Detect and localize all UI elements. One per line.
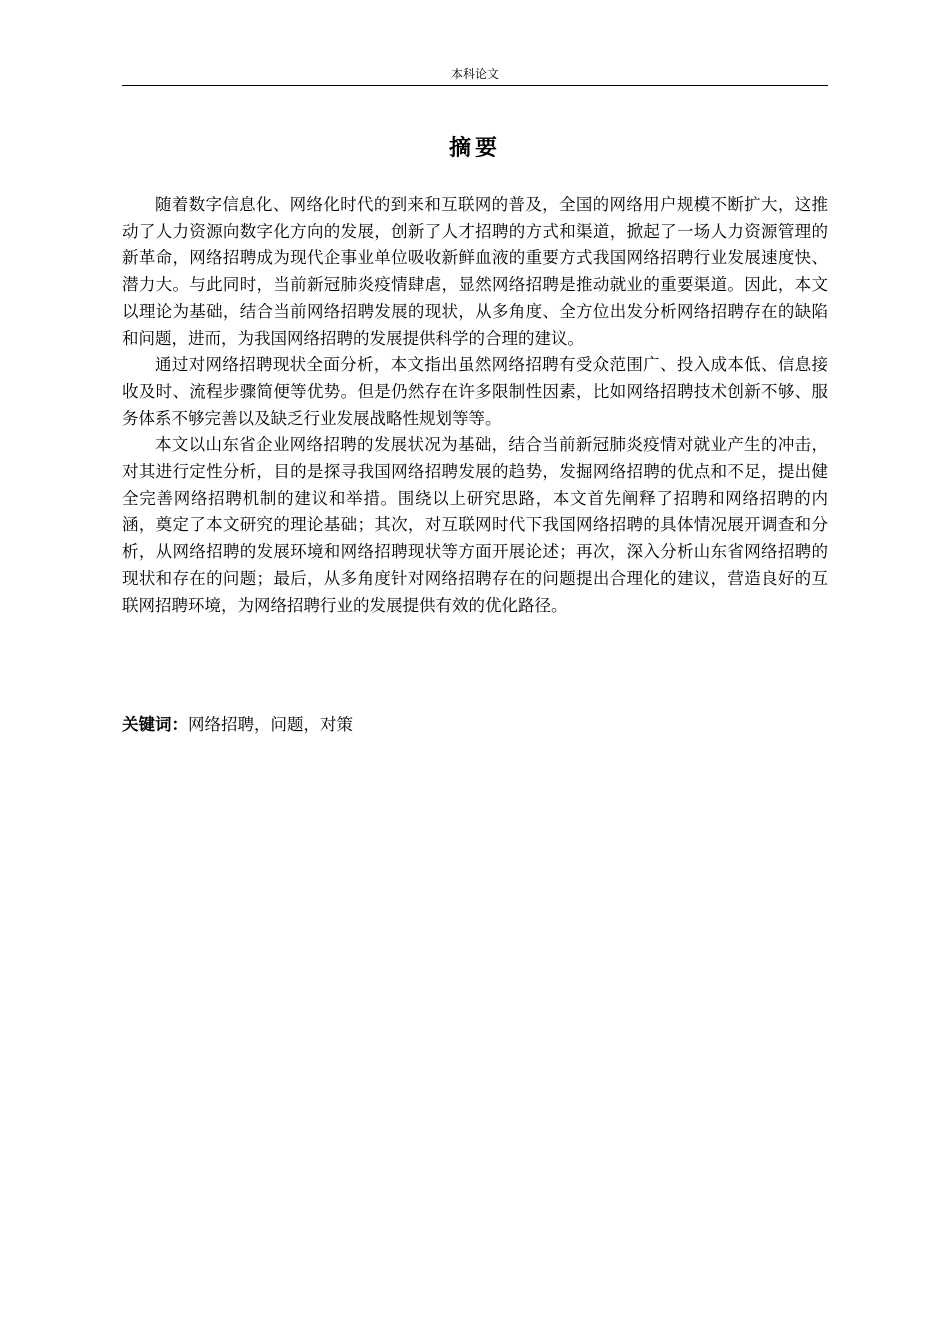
keywords-value: 网络招聘，问题，对策 (188, 715, 353, 734)
keywords-line (122, 712, 828, 738)
abstract-paragraph-3: 本文以山东省企业网络招聘的发展状况为基础，结合当前新冠肺炎疫情对就业产生的冲击，对其进行定性分析，目的是探寻我国网络招聘发展的趋势，发掘网络招聘的优点和不足，提出健全完善网络招聘机制的建议和举措。围绕以上研究思路，本文首先阐释了招聘和网络招聘的内涵，奠定了本文研究的理论基础；其次，对互联网时代下我国网络招聘的具体情况展开调查和分析，从网络招聘的发展环境和网络招聘现状等方面开展论述；再次，深入分析山东省网络招聘的现状和存在的问题；最后，从多角度针对网络招聘存在的问题提出合理化的建议，营造良好的互联网招聘环境，为网络招聘行业的发展提供有效的优化路径。 (122, 435, 828, 615)
abstract-paragraph-2: 通过对网络招聘现状全面分析，本文指出虽然网络招聘有受众范围广、投入成本低、信息接收及时、流程步骤简便等优势。但是仍然存在许多限制性因素，比如网络招聘技术创新不够、服务体系不够完善以及缺乏行业发展战略性规划等等。 (122, 355, 828, 428)
abstract-title: 摘要 (448, 136, 501, 161)
keywords-label: 关键词： (122, 715, 188, 734)
abstract-paragraph-1: 随着数字信息化、网络化时代的到来和互联网的普及，全国的网络用户规模不断扩大，这推动了人力资源向数字化方向的发展，创新了人才招聘的方式和渠道，掀起了一场人力资源管理的新革命，网络招聘成为现代企事业单位吸收新鲜血液的重要方式我国网络招聘行业发展速度快、潜力大。与此同时，当前新冠肺炎疫情肆虐，显然网络招聘是推动就业的重要渠道。因此，本文以理论为基础，结合当前网络招聘发展的现状，从多角度、全方位出发分析网络招聘存在的缺陷和问题，进而，为我国网络招聘的发展提供科学的合理的建议。 (122, 195, 828, 348)
header-rule (122, 85, 828, 86)
running-header: 本科论文 (450, 67, 499, 81)
abstract-body (122, 192, 828, 619)
